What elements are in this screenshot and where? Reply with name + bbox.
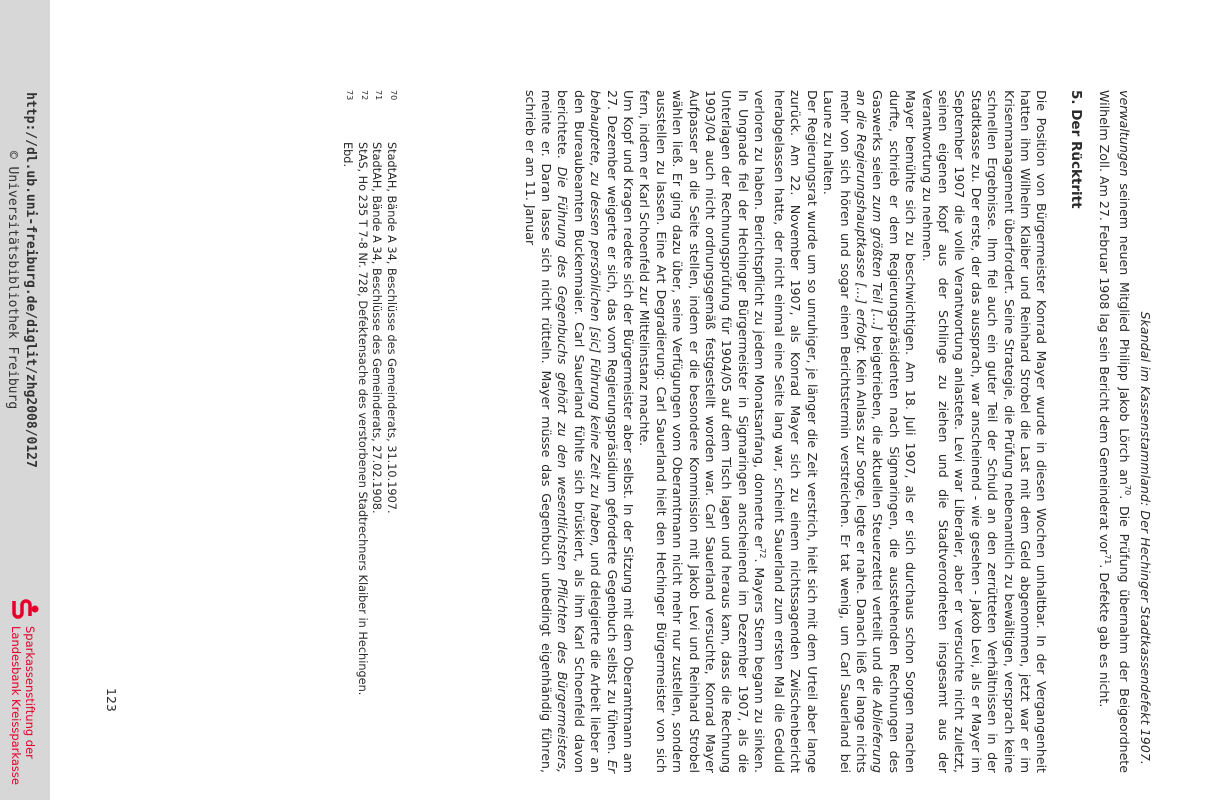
sponsor-line-2: Landesbank Kreissparkasse xyxy=(9,626,23,785)
footnote-ref-70[interactable]: 70 xyxy=(1123,485,1132,496)
intro-text-2: . Die Prüfung übernahm der Beigeordnete Wilhelm Zoll. Am 27. Februar 1908 lag sein Bericht dem Gemeinderat vor xyxy=(1097,90,1132,773)
intro-paragraph xyxy=(1096,90,1135,773)
intro-text-3: . Defekte gab es nicht. xyxy=(1097,564,1113,708)
page-number: 123 xyxy=(104,688,119,712)
paragraph-1: Die Position von Bürgermeister Konrad Mayer wurde in diesen Wochen unhaltbar. In der Vergangenheit hatten ihm Wilhelm Klaiber und Reinhard Strobel die Last mit dem Geld abgenommen, jetzt war er im Krisenmanagement überfordert. Seine Strategie, die Prüfung nebenamtlich zu bewältigen, versprach keine schnellen Ergebnisse. Ihm fiel auch ein guter Teil der Schuld an den zerrütteten Verhältnissen in der Stadtkasse zu. Der erste, der das aussprach, war anscheinend - wie gesehen - Jakob Levi, als er Mayer im September 1907 die volle Verantwortung anlastete. Levi war Liberaler, aber er versuchte nicht zuletzt, seinen eigenen Kopf aus der Schlinge zu ziehen und die Stadtverordneten insgesamt aus der Verantwortung zu nehmen. xyxy=(919,90,1050,773)
intro-italic: verwaltungen xyxy=(1116,90,1132,177)
running-head: Skandal im Kassenstammland: Der Hechinger Stadtkassendefekt 1907. xyxy=(1138,311,1153,765)
intro-text-1: seinem neuen Mitglied Philipp Jakob Lörch an xyxy=(1116,176,1132,486)
footnote-ref-71[interactable]: 71 xyxy=(1103,554,1113,565)
footnote: 70 StadtAH, Bände A 34, Beschlüsse des Gemeinderats, 31.10.1907. xyxy=(385,90,398,514)
footnotes xyxy=(340,90,398,773)
permalink-url[interactable]: http://dl.ub.uni-freiburg.de/diglit/zhg2008/0127 xyxy=(23,92,38,468)
footnote-ref-72[interactable]: 72 xyxy=(758,548,768,559)
sponsor-line-1: Sparkassenstiftung der xyxy=(23,626,37,759)
sponsor-block xyxy=(3,596,43,796)
sparkasse-logo-icon xyxy=(9,596,39,622)
footnote: 71 StadtAH, Bände A 34, Beschlüsse des Gemeinderats, 27.02.1908. xyxy=(370,90,384,514)
footnote: 73 Ebd. xyxy=(341,90,355,168)
paragraph-3: Der Regierungsrat wurde um so unruhiger, je länger die Zeit verstrich, hielt sich mit dem Urteil aber lange zurück. Am 22. November 1907, als Konrad Mayer sich zu einem nichtssagenden Zwischenbericht herabgelassen hatte, der nicht einmal eine Seite lang war, scheint Sauerland zum ersten Mal die Geduld verloren zu haben. Berichtspflicht zu jedem Monatsanfang, donnerte $er^{72}$. Mayers Stern begann zu sinken. In Ungnade fiel der Hechinger Bürgermeister in Sigmaringen anscheinend im Dezember 1907, als die Unterlagen der Rechnungsprüfung für 1904/05 auf dem Tisch lagen und heraus kam, dass die Rechnung 1903/04 auch nicht ordnungsgemäß festgestellt worden war. Carl Sauerland versuchte, Konrad Mayer Aufpasser an die Seite stellen, indem er die besondere Kommission mit Jakob Levi und Reinhard Strobel wählen ließ. Er ging dazu über, seine Verfügungen vom Oberamtmann nicht mehr nur zustellen, sondern ausstellen zu lassen. Eine Art Degradierung: Carl Sauerland hielt den Hechinger Bürgermeister von sich fern, indem er Karl Schoenfeld zur Mittelinstanz machte. xyxy=(637,90,820,773)
footnote: 72 StAS, Ho 235 T 7-8 Nr. 728, Defektensache des verstorbenen Stadtrechners Klaiber in Hechingen. xyxy=(356,90,369,696)
paragraph-2: Mayer bemühte sich zu beschwichtigen. Am 18. Juli 1907, als er sich durchaus schon Sorgen machen durfte, schrieb er dem Regierungspräsidenten nach Sigmaringen, die ausstehenden Rechnungen des Gaswerks seien zum größten Teil [...] beigetrieben, die aktuellen Steuerzettel verteilt und die Ablieferung an die Regierungshauptkasse [...] erfolgt. Kein Anlass zur Sorge, legte er nahe. Danach ließ er lange nichts mehr von sich hören und sogar einen Berichtstermin verstreichen. Er tat wenig, um Carl Sauerland bei Laune zu halten. xyxy=(821,90,919,773)
copyright-notice: © Universitätsbibliothek Freiburg xyxy=(5,150,20,410)
paragraph-4: Um Kopf und Kragen redete sich der Bürgermeister aber selbst. In der Sitzung mit dem Oberamtmann am 27. Dezember weigerte er sich, das vom Regierungspräsidium geforderte Gegenbuch selbst zu führen. Er behauptete, zu dessen persönlichen [sic] Führung keine Zeit zu haben, und delegierte die Arbeit lieber an den Bureaubeamten Buckenmaier. Carl Sauerland fühlte sich brüskiert, als ihm Karl Schoenfeld davon berichtete. Die Führung des Gegenbuchs gehört zu den wesentlichsten Pflichten des Bürgermeisters, meinte er. Daran lasse sich nicht rütteln. Mayer müsse das Gegenbuch unbedingt eigenhändig führen, schrieb er am 11. Januar xyxy=(522,90,637,774)
page-body xyxy=(521,90,1135,773)
section-heading: 5. Der Rücktritt xyxy=(1067,90,1084,209)
